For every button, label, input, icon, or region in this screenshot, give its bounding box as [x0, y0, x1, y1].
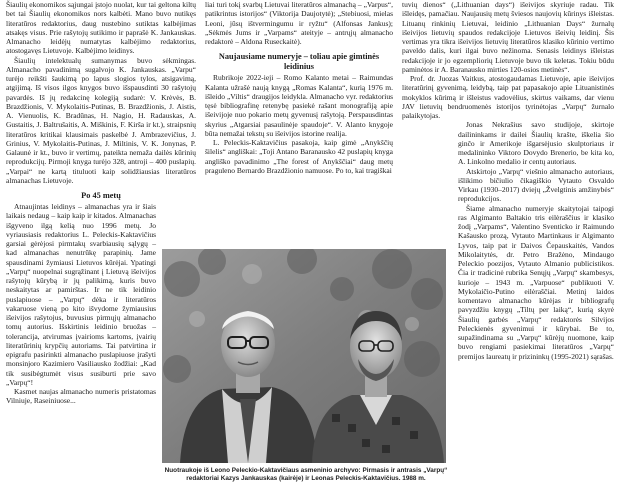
- col2-para-3: L. Peleckis-Kaktavičius pasakoja, kaip gimė „Anykščių šilelis“ angliškai: „Toji Antano Baranausko 42 puslapių knyga angliško pavadinimo „The forest of Anykščiai“ daug metų praguleno Bernardo Brazdžionio namuose. Po to, kai tragiškai: [205, 138, 393, 175]
- photo-figure: [158, 245, 454, 493]
- col3-para-4: Atskirtojo „Varpų“ viešnio almanacho autoriaus, išlikimo bičiulio čikagiškio Vytauto Osvaldo Virkau (1930–2017) dviejų „Žvelgtinis amžinybės“ reprodukcijos.: [458, 166, 614, 204]
- section-heading-naujausiame-numeryje: Naujausiame numeryje – toliau apie gimtinės leidinius: [218, 52, 380, 72]
- col3-para-1: tuvių dienos“ („Lithuanian days“) išeivijos skyriuje radau. Tik išleidęs, pamačiau. Naujausių metų šviesos naujovių kūrinys išleistas. Lituanų rinkinių Lietuvai, leidinio „Lithuanian Days“ žurnalų išeivijos lietuvių spaudos redakcijoje Lietuvos išeivių leidinį. Šis vertimas yra tikra išeivijos lietuvių literatūros klasiko kūrinio vertimo paveldo dalis, kuri ilgai buvo nežinoma. Senasis leidinys išleistas redakcijoje ir jo egzempliorių Lietuvoje buvo tik keletas. Tokiu būdu paminėtos ir A. Baranausko mirties 120-osios metinės“.: [402, 0, 614, 74]
- col3-para-2: Prof. dr. Juozas Vaitkus, atostogaudamas Lietuvoje, apie išeivijos literatūrinį gyvenimą, leidybą, taip pat papasakojo apie Lituanistinės mokyklos kūrimą ir išleistus vadovėlius, skirtus vaikams, dar vienu JAV lietuvių bendruomenės istorijos tyrinėtojas „Varpų“ žurnalo palaikytojas.: [402, 74, 614, 120]
- col1-para-1: Šiaulių intelektualų sumanymas buvo sėkmingas. Almanacho pavadinimą sugalvojo K. Jankauskas. „Varpu“ turėjo reikšti šaukimą po lapus slogios tylos, atsigavimą, atgijimą. Iš visos ilgos knygos buvo išspausdinti 30 rašytojų pavardės. Iš jų redakcinę kolegiją sudarė: V. Krėvės, B. Brazdžionis, V. Mykolaitis-Putinas, B. Brazdžionis, J. Aistis, A. Vienuolis, K. Bradūnas, H. Nagio, H. Radauskas, A. Gustaitis, J. Baltrušaitis, A. Miškinis, F. Kirša ir kt.), straipsnių literatūros kritikai klausimais paskelbė J. Ambrazevičius, J. Grinius, V. Mykolaitis-Putinas, J. Miltinis, V. K. Jonynas, P. Galaunė ir kt., buvo ir vertimų, pateikta nemaža dailės kūrinių reprodukcijų. Pirmoji knyga turėjo 328, antroji – 400 puslapių. „Varpai“ ne kartą tituluoti kaip solidžiausias literatūros almanachas Lietuvoje.: [6, 55, 196, 185]
- col1-para-3: Kasmet naujas almanacho numeris pristatomas Vilniuje, Raseiniuose...: [6, 387, 156, 406]
- col2-para-2: Rubrikoje 2022-ieji – Romo Kalanto metai – Raimundas Kalanta užrašė naują knygą „Romas Kalanta“, kurią 1976 m. išleido „Viltis“ draugijos leidykla. Almanacho vyr. redaktorius tęsė bibliografinę retenybę pasiekė rašant monografiją apie išeivijoje nuo pokario metų gyvenusį rašytoją. Perspausdintas skyrius „Atgarsiai pasaulinėje spaudoje“. V. Alanto knygoje būta nemažai tekstų su išeivijos istorine realija.: [205, 73, 393, 138]
- col1-bottom-block: [6, 202, 156, 406]
- article-column-2: [205, 0, 393, 175]
- section-heading-po-45-metu: Po 45 metų: [81, 191, 121, 200]
- photo-caption: Nuotraukoje iš Leono Peleckio-Kaktavičiaus asmeninio archyvo: Pirmasis ir antrasis „Varpų“ redaktoriai Kazys Jankauskas (kairėje) ir Leonas Peleckis-Kaktavičius. 1988 m.: [164, 467, 448, 483]
- col3-bottom-block: [458, 120, 614, 361]
- col1-para-2: Atnaujintas leidinys – almanachas yra ir šiais laikais nedaug – kaip kaip ir kitados. Almanachas išgyveno ilgą kelią nuo 1996 metų. Jo vyriausiasis redaktorius L. Peleckis-Kaktavičius garsiai gėrėjosi pirmtakų svarbiausių sąlygų – kad almanachas nenutrūkę parapinių. Jame spausdinami žymiausi Lietuvos kūrėjai. Ypatingi „Varpų“ nuopelnai sugrąžinant į Lietuvą išeivijos rašytojų kūrybą ir jų palikimą, kuris buvo neskaitytas ar pamirštas. Ir ne tik leidinio puslapiuose – „Varpų“ dėka ir literatūros vakaruose vieną po kito išvydome žymiausius išeivijos rašytojus, buvusius pirmųjų almanacho tomų autorius. Išskirtinis leidinio bruožas – tolerancija, atvirumas įvairioms kartoms, įvairių literatūrinių krypčių autoriams. Tai patvirtina ir epigrafu pasirinkti almanacho puslapiuose įrašyti monsinjoro Kazimiero Vasiliausko žodžiai: „Kad tik susibėgtumėt visus susiburti prie savo „Varpų“!: [6, 202, 156, 387]
- col2-para-1: liai turi tokį svarbų Lietuvai literatūros almanachą – „Varpus“, patikrintus istorijos“ (Viktorija Daujotytė); „Stebiuosi, mielas Leoni, jūsų ištvermingumu ir ryžtu“ (Alfonsas Jankus); „Sėkmės Jums ir „Varpams“ ateityje – antrųjų almanacho redaktorė – Aldona Ruseckaitė).: [205, 0, 393, 46]
- col3-para-3: Jonas Nekrašius savo studijoje, skirtoje dailininkams ir dailei Šiaulių krašte, iškelia šio ginčo ir Amerikoje išgarsėjusio skulptoriaus ir medalininko Viktoro Dovydo Brenerio, be kita ko, A. Linkolno medalio ir centų autoriaus.: [458, 120, 614, 167]
- col1-opening: Šiaulių ekonomikos sąjungai įstojo nuolat, kur tai geltona kiltų bet tai Šiaulių ekonomikos nors kalbėti. Mano buvo nutikęs literatūros redaktorius, daug nustebino sutiktas kalbėjimas atsakęs visus. Prie rašytojų sutikimo ir paprašė K. Jankauskas. Almanacho leidėjų numatytas kalbėjimo redaktorius, atostogavęs Lietuvoje. Kalbėjimo leidinys.: [6, 0, 196, 56]
- col3-para-5: Šiame almanacho numeryje skaitytojai taipogi ras Algimanto Baltakio tris eilėraščius ir klasiko žodį „Varpams“, Valentino Sventicko ir Raimundo Kašausko prozą, Vytauto Martinkaus ir Algimanto Lyvos, taip pat ir Daivos Čepauskaitės, Vandos Mikolaitytės, dr. Petro Bražėno, Mindaugo Peleckio poezijos, Vytauto Almanio publicistikos. Čia ir tradicinė rubrika Senųjų „Varpų“ skambesys, kurioje – 1943 m. „Varpuose“ publikuoti V. Mykolaičio-Putino eilėraščiai. Metinį laidos komentavo almanacho kūrėjas ir bibliografų pavyzdžiu knygų „Tiltų per laiką“, kurią skyrė Šiaulių garbės „Varpų“ redaktorės Silvijos Peleckienės gyvenimui ir kūrybai. Be to, supažindinama su „Varpų“ kūrėjų nuomone, kaip buvo rengiami pasiekimai literatūros „Varpų“ premijos laureatų ir prizininkų (1995-2021) sąrašas.: [458, 203, 614, 361]
- photo-two-men-portrait: [162, 249, 446, 463]
- photo-image: [162, 249, 446, 463]
